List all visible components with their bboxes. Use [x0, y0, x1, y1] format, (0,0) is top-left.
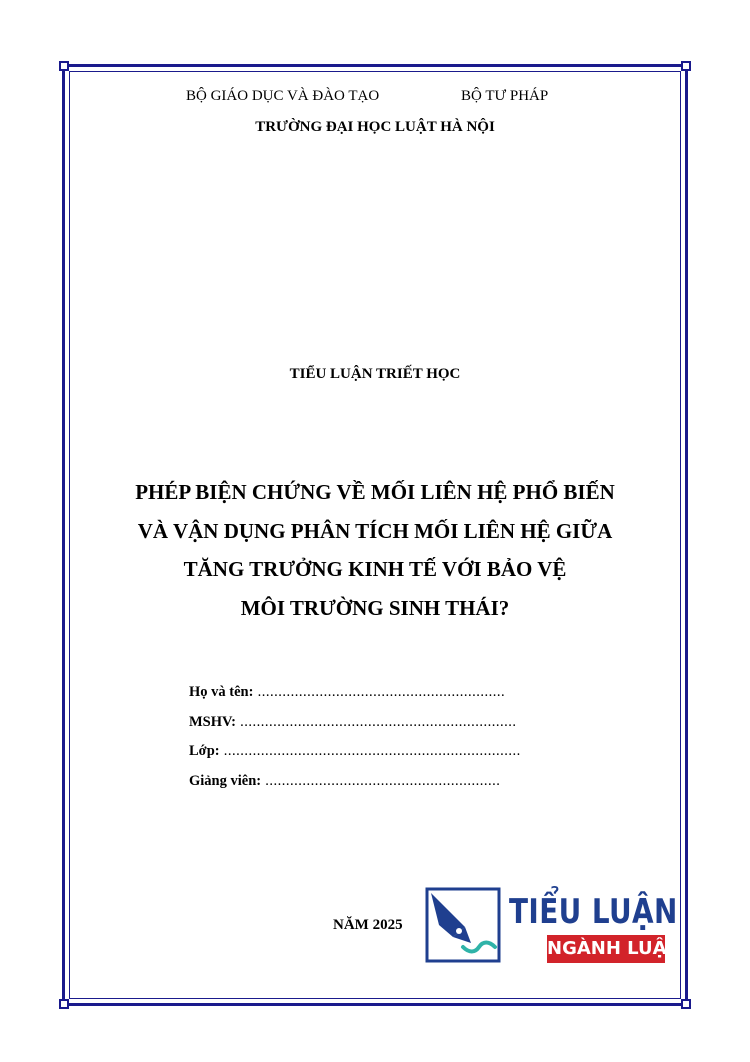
field-label: Lớp:	[189, 743, 220, 759]
subject-heading: TIỂU LUẬN TRIẾT HỌC	[289, 366, 461, 382]
year-label: NĂM 2025	[333, 917, 403, 933]
frame-corner-top-right	[681, 61, 691, 71]
title-line: PHÉP BIỆN CHỨNG VỀ MỐI LIÊN HỆ PHỔ BIẾN	[135, 480, 615, 504]
field-fill-line: ........................................................................	[219, 743, 521, 759]
brand-logo	[425, 887, 679, 967]
field-student-id	[189, 714, 569, 744]
student-info-fields	[189, 684, 569, 802]
field-class	[189, 743, 569, 773]
field-fill-line: .........................................................	[261, 772, 501, 789]
field-fill-line: ...................................................................	[236, 713, 517, 730]
frame-corner-bottom-left	[59, 999, 69, 1009]
field-full-name	[189, 684, 569, 714]
title-line: VÀ VẬN DỤNG PHÂN TÍCH MỐI LIÊN HỆ GIỮA	[137, 518, 613, 543]
title-line: MÔI TRƯỜNG SINH THÁI?	[240, 595, 510, 620]
frame-corner-top-left	[59, 61, 69, 71]
logo-wordmark-badge: NGÀNH LUẬT	[547, 935, 665, 963]
ministry-education: BỘ GIÁO DỤC VÀ ĐÀO TẠO	[186, 88, 380, 104]
ministry-justice: BỘ TƯ PHÁP	[461, 88, 549, 104]
logo-wordmark-top: TIỂU LUẬN	[509, 892, 678, 932]
field-label: MSHV:	[189, 713, 236, 730]
field-fill-line: ............................................................	[253, 684, 506, 700]
frame-corner-bottom-right	[681, 999, 691, 1009]
school-name: TRƯỜNG ĐẠI HỌC LUẬT HÀ NỘI	[255, 119, 495, 135]
header-ministries	[0, 88, 750, 110]
field-lecturer	[189, 773, 569, 803]
title-line: TĂNG TRƯỞNG KINH TẾ VỚI BẢO VỆ	[183, 557, 567, 581]
pen-nib-icon	[425, 887, 503, 965]
field-label: Giảng viên:	[189, 772, 262, 789]
field-label: Họ và tên:	[189, 684, 254, 700]
essay-title	[90, 473, 660, 627]
